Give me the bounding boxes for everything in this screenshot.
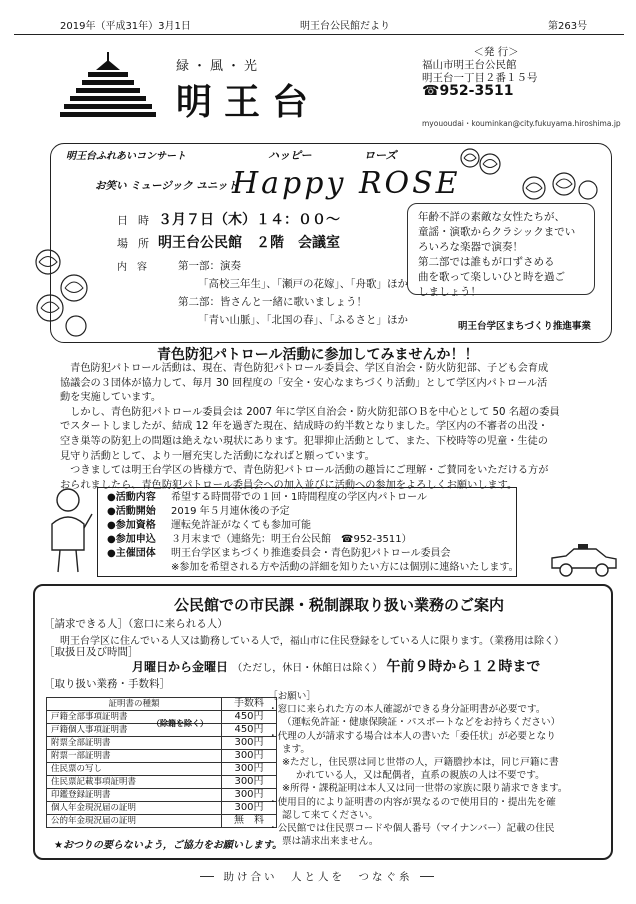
table-note: （除籍を除く） bbox=[152, 719, 208, 728]
fee-name: 附票全部証明書 bbox=[47, 737, 222, 750]
fee-value: 300円 bbox=[222, 737, 277, 750]
hours-line bbox=[132, 656, 540, 676]
requests-block bbox=[268, 690, 598, 848]
note-line: 第二部では誰もが口ずさめる bbox=[418, 256, 555, 268]
header-divider bbox=[14, 34, 624, 35]
services-title: 公民館での市民課・税制課取り扱い業務のご案内 bbox=[174, 596, 505, 614]
text-line: おられましたら、青色防犯パトロール委員会への加入並びに活動への参加をよろしくお願いします。 bbox=[60, 479, 518, 491]
activity-value: 希望する時間帯での１回・1時間程度の学区内パトロール bbox=[171, 492, 427, 503]
note-line: 童謡・演歌からクラシックまでい bbox=[418, 226, 576, 238]
fee-name: 印鑑登録証明書 bbox=[47, 789, 222, 802]
program-part1: 第一部：演奏 bbox=[178, 260, 241, 272]
activity-row bbox=[107, 519, 311, 532]
activity-row bbox=[107, 491, 427, 504]
request-line: ・窓口に来られた方の本人確認ができる身分証明書が必要です。 bbox=[268, 704, 546, 716]
table-row bbox=[47, 789, 277, 802]
activity-label: ●参加資格 bbox=[107, 520, 156, 531]
fee-table bbox=[46, 697, 277, 828]
footer-dash bbox=[420, 876, 434, 877]
fee-value: 300円 bbox=[222, 789, 277, 802]
activity-row bbox=[107, 505, 290, 518]
activity-value: 運転免許証がなくても参加可能 bbox=[171, 520, 311, 531]
concert-note bbox=[407, 203, 595, 298]
publisher-name: 福山市明王台公民館 bbox=[422, 59, 517, 71]
request-line: ※ただし，住民票は同じ世帯の人，戸籍謄抄本は，同じ戸籍に書 bbox=[282, 757, 559, 769]
band-name: Happy ROSE bbox=[232, 166, 461, 201]
rose-icon bbox=[458, 144, 502, 180]
request-line: （運転免許証・健康保険証・パスポートなどをお持ちください） bbox=[282, 717, 561, 729]
note-line: 年齢不詳の素敵な女性たちが、 bbox=[418, 211, 565, 223]
who-text: 明王台学区に住んでいる人又は勤務している人で，福山市に住民登録をしている人に限ります。（業務用は除く） bbox=[60, 636, 564, 647]
column-header: 証明書の種類 bbox=[47, 698, 222, 711]
activity-label: ●活動内容 bbox=[107, 492, 156, 503]
text-line: 動を実施しています。 bbox=[60, 392, 162, 404]
issue-date: 2019年（平成31年）3月1日 bbox=[60, 21, 191, 32]
publisher-block bbox=[422, 46, 570, 98]
note-line: しましょう！ bbox=[418, 286, 481, 298]
fee-value: 300円 bbox=[222, 776, 277, 789]
pagoda-logo-icon bbox=[60, 50, 156, 120]
patrol-car-icon bbox=[548, 540, 620, 580]
activity-value: ３月末まで（連絡先：明王台公民館 ☎952-3511） bbox=[171, 534, 412, 545]
concert-sponsor: 明王台学区まちづくり推進事業 bbox=[458, 321, 591, 332]
request-line: ます。 bbox=[282, 743, 311, 755]
patrol-person-illustration bbox=[42, 484, 94, 576]
header-bar bbox=[0, 14, 636, 34]
place-label: 場所 bbox=[117, 237, 159, 250]
activity-row bbox=[107, 561, 519, 574]
fee-name: 公的年金現況届の証明 bbox=[47, 815, 222, 828]
text-line: 協議会の３団体が協力して、毎月 30 回程度の「安全・安心なまちづくり活動」として学区内パトロール活 bbox=[60, 377, 548, 389]
fee-name: 住民票の写し bbox=[47, 763, 222, 776]
who-heading: ［請求できる人］（窓口に来られる人） bbox=[44, 618, 228, 630]
closing-note: ★おつりの要らないよう，ご協力をお願いします。 bbox=[54, 840, 283, 851]
activity-value: 明王台学区まちづくり推進委員会・青色防犯パトロール委員会 bbox=[171, 548, 451, 559]
program-part2-songs: 「青い山脈」、「北国の春」、「ふるさと」ほか bbox=[198, 314, 408, 326]
activity-value: 2019 年５月連休後の予定 bbox=[171, 506, 290, 517]
newsletter-name: 明王台公民館だより bbox=[300, 21, 390, 32]
activity-label: ●参加申込 bbox=[107, 534, 156, 545]
table-row bbox=[47, 802, 277, 815]
table-row bbox=[47, 750, 277, 763]
text-line: 見守り活動として、より一層充実した活動になればと願っています。 bbox=[60, 450, 375, 462]
hours-note: （ただし，休日・休館日は除く） bbox=[232, 663, 383, 674]
rose-icon bbox=[520, 170, 600, 206]
concert-place: 明王台公民館 ２階 会議室 bbox=[158, 235, 340, 251]
request-line: ・代理の人が請求する場合は本人の書いた「委任状」が必要となり bbox=[268, 730, 556, 742]
table-row bbox=[47, 776, 277, 789]
fee-value: 300円 bbox=[222, 763, 277, 776]
fee-name: 個人年金現況届の証明 bbox=[47, 802, 222, 815]
note-line: 曲を歌って楽しいひと時を過ご bbox=[418, 271, 565, 283]
requests-list bbox=[268, 703, 598, 848]
publisher-heading: ＜発 行＞ bbox=[473, 46, 519, 58]
furigana-rose: ローズ bbox=[364, 149, 397, 162]
activity-value: ※参加を希望される方や活動の詳細を知りたい方には個別に連絡いたします。 bbox=[171, 562, 519, 573]
issue-number: 第263号 bbox=[548, 21, 588, 32]
hours-days: 月曜日から金曜日 bbox=[132, 660, 229, 674]
column-header: 手数料 bbox=[222, 698, 277, 711]
table-row bbox=[47, 763, 277, 776]
publisher-address: 明王台一丁目２番１５号 bbox=[422, 72, 538, 84]
concert-unit: お笑い ミュージック ユニット bbox=[95, 180, 238, 192]
text-line: 空き巣等の防犯上の問題は絶えない現状にあります。犯罪抑止活動として、また、下校時等の児童・生徒の bbox=[60, 435, 548, 447]
hours-heading: ［取扱日及び時間］ bbox=[44, 646, 139, 658]
slogan: 緑・風・光 bbox=[176, 59, 262, 74]
patrol-paragraph-1 bbox=[60, 362, 615, 493]
fee-name: 戸籍全部事項証明書 bbox=[47, 711, 222, 724]
request-line: かれている人，又は配偶者，直系の親族の人は不要です。 bbox=[296, 770, 545, 782]
text-line: でスタートしましたが、結成 12 年を過ぎた現在、結成時の約半数となりました。学区内の不審者の出没・ bbox=[60, 421, 549, 433]
patrol-title: 青色防犯パトロール活動に参加してみませんか！！ bbox=[157, 347, 479, 363]
note-line: ろいろな楽器で演奏！ bbox=[418, 241, 523, 253]
date-label: 日時 bbox=[117, 214, 159, 227]
fee-value: 300円 bbox=[222, 802, 277, 815]
activity-label: ●活動開始 bbox=[107, 506, 156, 517]
program-part1-songs: 「高校三年生」、「瀬戸の花嫁」、「舟歌」ほか bbox=[198, 278, 408, 290]
table-row bbox=[47, 737, 277, 750]
text-line: 青色防犯パトロール活動は、現在、青色防犯パトロール委員会、学区自治会・防火防犯部、子ども会育成 bbox=[60, 363, 549, 374]
fees-heading: ［取り扱い業務・手数料］ bbox=[44, 678, 170, 690]
fee-value: 無 料 bbox=[222, 815, 277, 828]
fee-value: 450円 bbox=[222, 711, 277, 724]
masthead-title: 明王台 bbox=[176, 81, 321, 123]
text-line: つきましては明王台学区の皆様方で、青色防犯パトロール活動の趣旨にご理解・ご賛同をいただける方が bbox=[60, 465, 549, 477]
fee-name: 戸籍個人事項証明書 bbox=[47, 724, 222, 737]
furigana-happy: ハッピー bbox=[268, 149, 312, 162]
publisher-email: myououdai・kouminkan@city.fukuyama.hiroshima.jp bbox=[422, 119, 621, 128]
table-row bbox=[47, 815, 277, 828]
fee-name: 附票一部証明書 bbox=[47, 750, 222, 763]
hours-time: 午前９時から１２時まで bbox=[386, 659, 541, 675]
request-line: 認して来てください。 bbox=[282, 809, 378, 821]
activity-row bbox=[107, 533, 412, 546]
text-line: しかし、青色防犯パトロール委員会は 2007 年に学区自治会・防火防犯部ＯＢを中心として 50 名超の委員 bbox=[60, 406, 560, 418]
concert-date: ３月７日（木）１４：００～ bbox=[158, 212, 340, 228]
fee-name: 住民票記載事項証明書 bbox=[47, 776, 222, 789]
activity-row bbox=[107, 547, 451, 560]
publisher-tel: ☎952-3511 bbox=[422, 83, 514, 99]
content-label: 内容 bbox=[117, 262, 157, 273]
fee-value: 450円 bbox=[222, 724, 277, 737]
request-line: ※所得・課税証明は本人又は同一世帯の家族に限り請求できます。 bbox=[282, 783, 568, 795]
fee-table-header bbox=[47, 698, 277, 711]
request-line: 票は請求出来ません。 bbox=[282, 836, 379, 848]
request-line: ・使用目的により証明書の内容が異なるので使用目的・提出先を確 bbox=[268, 796, 556, 808]
footer-motto: 助け合い 人と人を つなぐ糸 bbox=[223, 871, 413, 883]
concert-series: 明王台ふれあいコンサート bbox=[66, 151, 186, 162]
requests-heading: ［お願い］ bbox=[268, 691, 316, 702]
request-line: ・公民館では住民票コードや個人番号（マイナンバー）記載の住民 bbox=[268, 823, 555, 835]
activity-label: ●主催団体 bbox=[107, 548, 156, 559]
fee-value: 300円 bbox=[222, 750, 277, 763]
rose-cluster-icon bbox=[30, 246, 96, 338]
program-part2: 第二部：皆さんと一緒に歌いましょう！ bbox=[178, 296, 367, 308]
